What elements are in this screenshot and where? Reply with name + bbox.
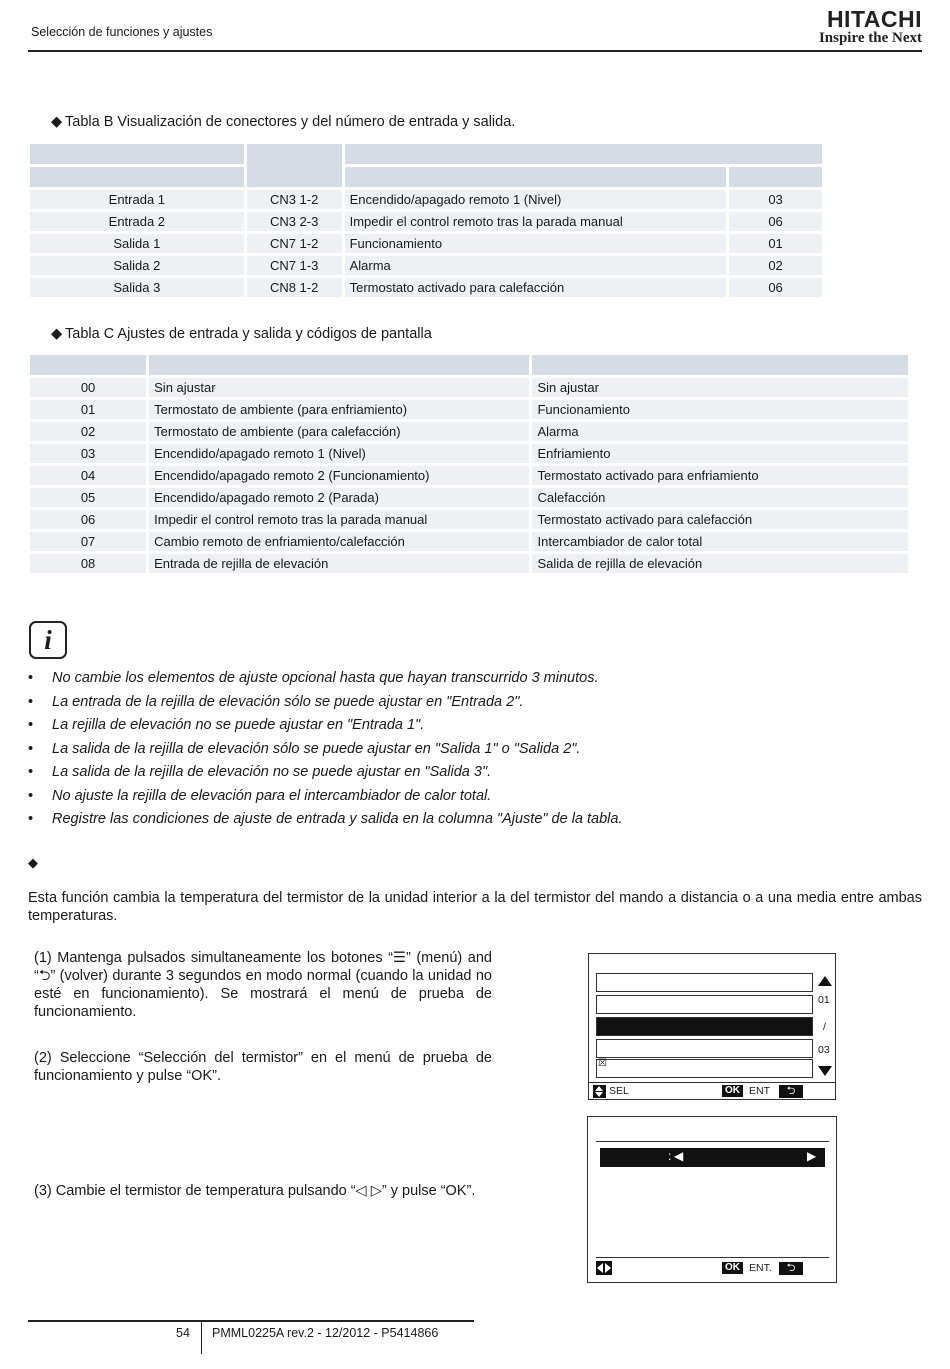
table-b-title <box>51 114 515 130</box>
table-cell: 06 <box>30 510 146 529</box>
table-c-header-cell <box>149 355 529 375</box>
back-arrow-icon[interactable]: ⮌ <box>779 1085 803 1098</box>
table-row <box>30 256 822 275</box>
table-b-header-cell <box>30 144 244 164</box>
table-cell: 03 <box>729 190 822 209</box>
table-cell: 02 <box>729 256 822 275</box>
page-number: 54 <box>176 1326 190 1340</box>
table-cell: Funcionamiento <box>345 234 727 253</box>
up-down-arrows-icon <box>593 1085 606 1098</box>
menu-item[interactable] <box>596 995 813 1014</box>
table-b-header-cell <box>345 167 727 187</box>
table-cell: Encendido/apagado remoto 2 (Parada) <box>149 488 529 507</box>
header-section-title: Selección de funciones y ajustes <box>31 25 213 39</box>
right-arrow-icon[interactable]: ▶ <box>807 1149 817 1163</box>
hitachi-logo <box>819 8 922 46</box>
scroll-up-icon[interactable] <box>818 976 832 986</box>
table-row <box>30 278 822 297</box>
remote-screen-thermistor <box>587 1116 837 1283</box>
menu-item[interactable] <box>596 973 813 992</box>
ok-button[interactable]: OK <box>722 1262 743 1274</box>
info-icon <box>29 621 67 659</box>
step-3: (3) Cambie el termistor de temperatura pulsando “◁ ▷” y pulse “OK”. <box>34 1183 476 1199</box>
screen-divider <box>596 1141 829 1142</box>
table-row <box>30 234 822 253</box>
list-item: • No cambie los elementos de ajuste opcional hasta que hayan transcurrido 3 minutos. <box>28 668 623 692</box>
table-cell: 04 <box>30 466 146 485</box>
table-b-header-cell <box>729 167 822 187</box>
table-cell: Termostato activado para calefacción <box>345 278 727 297</box>
logo-tagline: Inspire the Next <box>818 30 922 46</box>
list-item: • La rejilla de elevación no se puede ajustar en "Entrada 1". <box>28 715 623 739</box>
page-slash: / <box>823 1021 826 1033</box>
menu-item[interactable] <box>596 1059 813 1078</box>
table-cell: Entrada 1 <box>30 190 244 209</box>
table-cell: Sin ajustar <box>149 378 529 397</box>
screen-divider <box>596 1257 829 1258</box>
diamond-icon: ◆ <box>28 855 38 870</box>
footer-separator <box>201 1320 202 1354</box>
table-cell: Entrada 2 <box>30 212 244 231</box>
table-cell: Alarma <box>345 256 727 275</box>
logo-brand: HITACHI <box>826 6 922 32</box>
table-cell: CN8 1-2 <box>247 278 342 297</box>
table-cell: Salida de rejilla de elevación <box>532 554 908 573</box>
ent-label: ENT <box>749 1085 770 1097</box>
step-1: (1) Mantenga pulsados simultaneamente los botones “☰” (menú) and “⮌” (volver) durante 3 segundos en modo normal (cuando la unidad no esté en funcionamiento). Se mostrará el menú de prueba de funcionamiento. <box>34 950 492 1020</box>
table-cell: 08 <box>30 554 146 573</box>
table-cell: 06 <box>729 212 822 231</box>
table-cell: 06 <box>729 278 822 297</box>
table-row <box>30 532 908 551</box>
left-arrow-icon[interactable]: ◀ <box>674 1149 684 1163</box>
table-cell: Intercambiador de calor total <box>532 532 908 551</box>
table-b-header-cell <box>345 144 822 164</box>
table-row <box>30 466 908 485</box>
table-row <box>30 212 822 231</box>
table-cell: Termostato de ambiente (para enfriamiento) <box>149 400 529 419</box>
table-cell: 07 <box>30 532 146 551</box>
table-cell: Encendido/apagado remoto 1 (Nivel) <box>149 444 529 463</box>
table-cell: Alarma <box>532 422 908 441</box>
ent-label: ENT. <box>749 1262 772 1274</box>
diamond-icon: ◆ <box>51 326 63 342</box>
table-b-header-cell <box>247 144 342 187</box>
list-item: • La salida de la rejilla de elevación sólo se puede ajustar en "Salida 1" o "Salida 2". <box>28 739 623 763</box>
table-cell: CN3 1-2 <box>247 190 342 209</box>
table-cell: Salida 3 <box>30 278 244 297</box>
table-cell: Termostato activado para enfriamiento <box>532 466 908 485</box>
table-cell: Cambio remoto de enfriamiento/calefacción <box>149 532 529 551</box>
table-cell: 00 <box>30 378 146 397</box>
table-row <box>30 190 822 209</box>
table-c <box>27 352 911 576</box>
list-item: • La salida de la rejilla de elevación no se puede ajustar en "Salida 3". <box>28 762 623 786</box>
page-current: 01 <box>818 994 830 1006</box>
table-cell: 02 <box>30 422 146 441</box>
table-c-header-cell <box>30 355 146 375</box>
page-total: 03 <box>818 1044 830 1056</box>
document-reference: PMML0225A rev.2 - 12/2012 - P5414866 <box>212 1326 439 1340</box>
table-cell: 03 <box>30 444 146 463</box>
menu-item[interactable] <box>596 1039 813 1058</box>
table-cell: Salida 2 <box>30 256 244 275</box>
table-cell: Enfriamiento <box>532 444 908 463</box>
sel-label: SEL <box>609 1085 629 1097</box>
table-cell: Termostato de ambiente (para calefacción) <box>149 422 529 441</box>
checkbox-icon: ☒ <box>598 1058 607 1069</box>
notes-list <box>28 668 623 833</box>
value-separator: : <box>668 1149 672 1163</box>
table-cell: Sin ajustar <box>532 378 908 397</box>
scroll-down-icon[interactable] <box>818 1066 832 1076</box>
table-cell: CN7 1-3 <box>247 256 342 275</box>
table-row <box>30 488 908 507</box>
ok-button[interactable]: OK <box>722 1085 743 1097</box>
remote-screen-test-menu <box>588 953 836 1100</box>
info-icon-glyph: i <box>44 625 52 655</box>
table-cell: Entrada de rejilla de elevación <box>149 554 529 573</box>
table-b-title-text: Tabla B Visualización de conectores y del número de entrada y salida. <box>65 114 516 130</box>
table-c-header-cell <box>532 355 908 375</box>
table-cell: Impedir el control remoto tras la parada manual <box>149 510 529 529</box>
list-item: • La entrada de la rejilla de elevación sólo se puede ajustar en "Entrada 2". <box>28 692 623 716</box>
table-cell: Encendido/apagado remoto 1 (Nivel) <box>345 190 727 209</box>
table-cell: Funcionamiento <box>532 400 908 419</box>
table-cell: Impedir el control remoto tras la parada manual <box>345 212 727 231</box>
table-cell: CN7 1-2 <box>247 234 342 253</box>
table-cell: 01 <box>729 234 822 253</box>
table-cell: Salida 1 <box>30 234 244 253</box>
screen-divider <box>589 1082 835 1083</box>
left-right-arrows-icon <box>596 1261 612 1275</box>
table-row <box>30 510 908 529</box>
footer-divider <box>28 1320 474 1322</box>
table-b <box>27 141 825 300</box>
table-row <box>30 444 908 463</box>
table-row <box>30 554 908 573</box>
menu-item-selected[interactable] <box>596 1017 813 1036</box>
table-cell: Encendido/apagado remoto 2 (Funcionamiento) <box>149 466 529 485</box>
table-b-header-cell <box>30 167 244 187</box>
table-cell: 01 <box>30 400 146 419</box>
table-row <box>30 400 908 419</box>
table-cell: Calefacción <box>532 488 908 507</box>
table-c-title <box>51 326 432 342</box>
header-divider <box>28 50 922 52</box>
table-cell: CN3 2-3 <box>247 212 342 231</box>
table-row <box>30 422 908 441</box>
step-2: (2) Seleccione “Selección del termistor” en el menú de prueba de funcionamiento y pulse “OK”. <box>34 1050 492 1084</box>
list-item: • Registre las condiciones de ajuste de entrada y salida en la columna "Ajuste" de la tabla. <box>28 809 623 833</box>
table-c-title-text: Tabla C Ajustes de entrada y salida y códigos de pantalla <box>65 326 432 342</box>
table-cell: Termostato activado para calefacción <box>532 510 908 529</box>
table-cell: 05 <box>30 488 146 507</box>
back-arrow-icon[interactable]: ⮌ <box>779 1262 803 1275</box>
diamond-icon: ◆ <box>51 114 63 130</box>
thermistor-selector[interactable] <box>600 1148 825 1167</box>
function-description: Esta función cambia la temperatura del termistor de la unidad interior a la del termistor del mando a distancia o a una media entre ambas temperaturas. <box>28 890 922 924</box>
table-row <box>30 378 908 397</box>
list-item: • No ajuste la rejilla de elevación para el intercambiador de calor total. <box>28 786 623 810</box>
